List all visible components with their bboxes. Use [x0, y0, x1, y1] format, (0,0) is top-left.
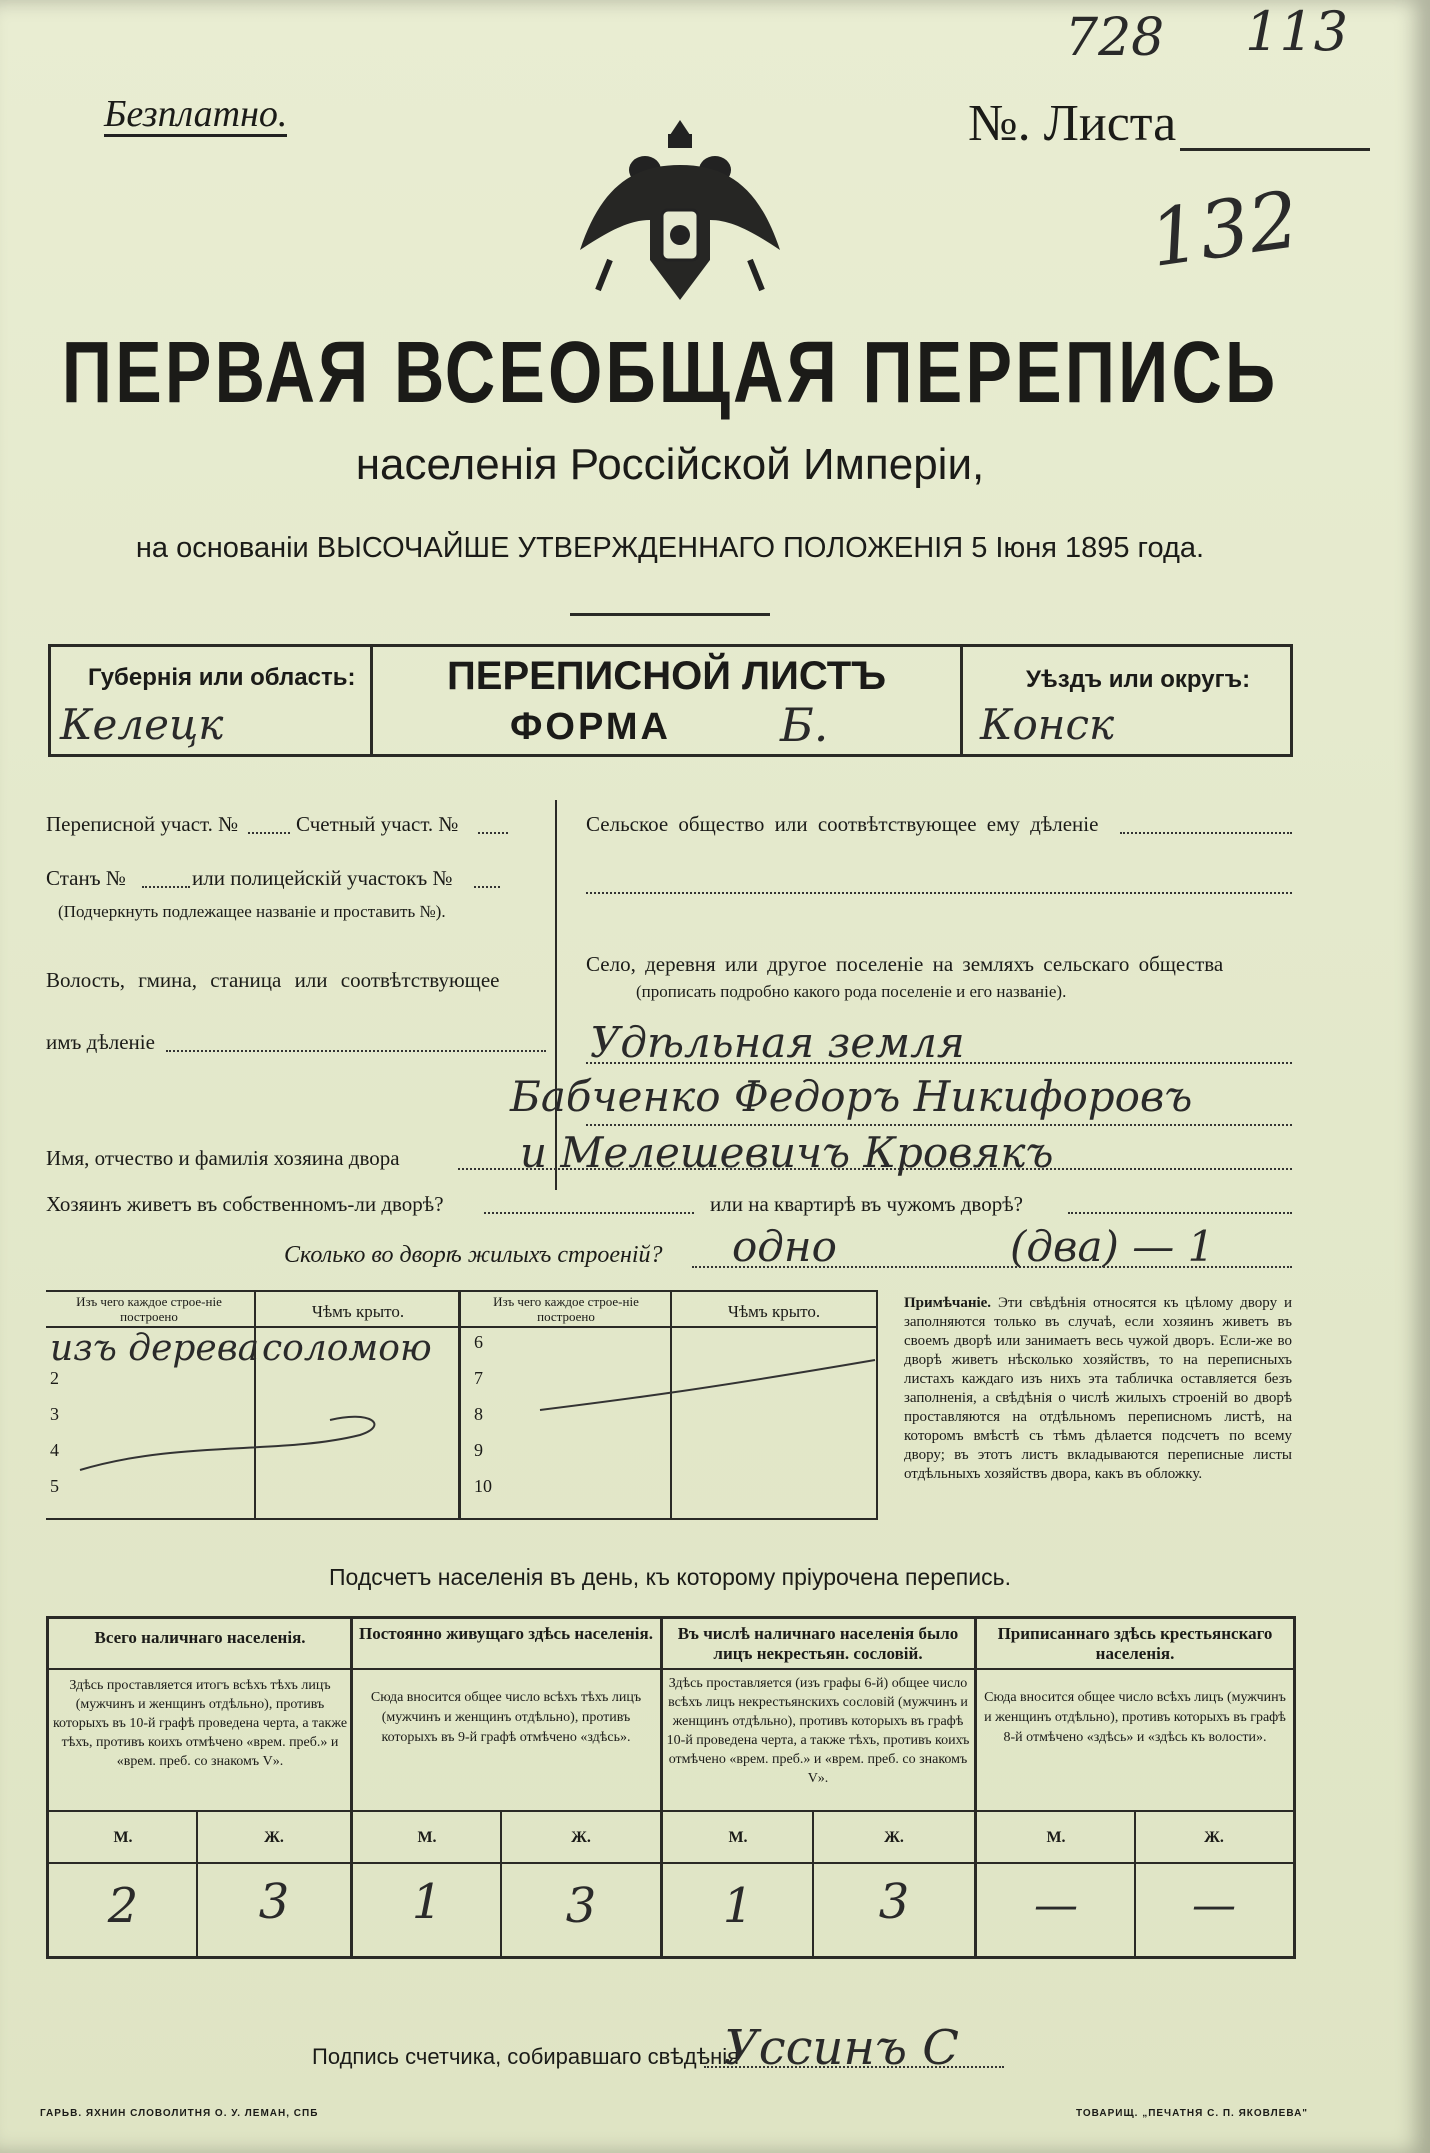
selskoe-dots: [1120, 832, 1292, 834]
count-table-top: [46, 1616, 1296, 1619]
how-many-label: Сколько во дворѣ жилыхъ строеній?: [284, 1242, 663, 1268]
count-col3-zh-value: 3: [878, 1874, 910, 1930]
owner-value-1: Бабченко Федоръ Никифоровъ: [510, 1072, 1193, 1121]
gubernia-value: Келецк: [60, 700, 224, 749]
count-col4-head: Приписаннаго здѣсь крестьянскаго населенія.: [997, 1624, 1273, 1663]
row-num-6: 6: [474, 1332, 483, 1352]
selo-label: Село, деревня или другое поселеніе на земляхъ сельскаго общества: [586, 952, 1224, 976]
count-col2-zh-label: Ж.: [571, 1829, 591, 1846]
subtitle: населенія Россійской Имперіи,: [355, 440, 985, 489]
count-col2-head: Постоянно живущаго здѣсь населенія.: [359, 1624, 653, 1643]
count-col1-zh-label: Ж.: [264, 1829, 284, 1846]
count-col1-zh-value: 3: [258, 1874, 290, 1930]
note-title: Примѣчаніе.: [904, 1295, 992, 1311]
ornament-divider: [570, 613, 770, 616]
count-col1-desc: Здѣсь проставляется итогъ всѣхъ тѣхъ лицъ (мужчинъ и женщинъ отдѣльно), противъ которыхъ въ 10-й графѣ проведена черта, а также тѣхъ, противъ коихъ отмѣчено «врем. преб.» и «врем. преб. со знакомъ V».: [52, 1678, 348, 1769]
how-many-value: одно: [732, 1222, 837, 1271]
count-table-desc-bottom: [46, 1810, 1296, 1812]
row-num-9: 9: [474, 1440, 483, 1460]
gubernia-label: Губернія или область:: [88, 664, 356, 691]
or-apartment-dots: [1068, 1212, 1292, 1214]
count-col3-head: Въ числѣ наличнаго населенія было лицъ некрестьян. сословій.: [677, 1624, 959, 1663]
perepisnoy-label: Переписной участ. №: [46, 812, 239, 836]
volost-label: Волость, гмина, станица или соотвѣтствующее: [46, 968, 500, 992]
count-table-head-bottom: [46, 1668, 1296, 1670]
buildings-col-roof-right: Чѣмъ крыто.: [727, 1302, 821, 1321]
schetny-dots: [478, 832, 508, 834]
row-num-4: 4: [50, 1440, 59, 1460]
owner-dots-1: [586, 1124, 1292, 1126]
police-dots: [474, 886, 500, 888]
uezd-label: Уѣздъ или округъ:: [1026, 666, 1251, 693]
signature-label: Подпись счетчика, собиравшаго свѣдѣнія: [312, 2044, 740, 2069]
selskoe-label: Сельское общество или соотвѣтствующее ему дѣленіе: [586, 812, 1099, 836]
owner-lives-dots: [484, 1212, 694, 1214]
stan-label: Станъ №: [46, 866, 126, 890]
count-col2-m-value: 1: [411, 1874, 443, 1930]
how-many-dots: [692, 1266, 1292, 1268]
row-num-7: 7: [474, 1368, 483, 1388]
buildings-table-top: [46, 1290, 878, 1292]
handwritten-number-113: 113: [1245, 0, 1349, 63]
count-col1-m-label: М.: [113, 1829, 133, 1846]
volost-dots: [166, 1050, 546, 1052]
row-num-3: 3: [50, 1404, 59, 1424]
free-label: Безплатно.: [104, 93, 288, 135]
count-col3-desc: Здѣсь проставляется (изъ графы 6-й) общее число всѣхъ лицъ некрестьянскихъ сословій (мужчинъ и женщинъ отдѣльно), противъ которыхъ въ графѣ 10-й проведена черта, а также тѣхъ, противъ коихъ отмѣчено «врем. преб.» и «врем. преб. со знакомъ V».: [666, 1676, 970, 1786]
basis-line: на основаніи ВЫСОЧАЙШЕ УТВЕРЖДЕННАГО ПОЛОЖЕНІЯ 5 Іюня 1895 года.: [135, 532, 1205, 564]
owner-value-2: и Мелешевичъ Кровякъ: [520, 1128, 1054, 1177]
count-col3-zh-label: Ж.: [884, 1829, 904, 1846]
signature-value: Уссинъ С: [724, 2020, 959, 2076]
row1-material: изъ дерева: [50, 1328, 260, 1369]
count-col2-zh-value: 3: [565, 1878, 597, 1934]
count-col3-m-label: М.: [728, 1829, 748, 1846]
or-apartment-label: или на квартирѣ въ чужомъ дворѣ?: [710, 1192, 1023, 1216]
sheet-number-label: №. Листа: [968, 95, 1177, 152]
underline-note: (Подчеркнуть подлежащее названіе и проставить №).: [58, 902, 446, 921]
forma-label: ФОРМА: [510, 706, 671, 748]
buildings-col-roof-left: Чѣмъ крыто.: [311, 1302, 405, 1321]
row-num-8: 8: [474, 1404, 483, 1424]
count-col1-head: Всего наличнаго населенія.: [94, 1628, 306, 1647]
row-num-10: 10: [474, 1476, 492, 1496]
form-box-right: [1290, 644, 1293, 756]
form-box-left: [48, 644, 51, 756]
buildings-col-material-right: Изъ чего каждое строе-ніе построено: [493, 1294, 639, 1324]
count-col4-zh-label: Ж.: [1204, 1829, 1224, 1846]
count-col1-m-value: 2: [107, 1878, 139, 1934]
row-num-5: 5: [50, 1476, 59, 1496]
uezd-value: Конск: [980, 700, 1115, 749]
form-box-div2: [960, 644, 963, 756]
count-col2-desc: Сюда вносится общее число всѣхъ тѣхъ лицъ (мужчинъ и женщинъ отдѣльно), противъ которыхъ въ 9-й графѣ отмѣчено «здѣсь».: [370, 1690, 642, 1745]
note-text: Эти свѣдѣнія относятся къ цѣлому двору и заполняются только въ случаѣ, если хозяинъ живетъ въ своемъ дворѣ или занимаетъ весь чужой дворъ. Если-же во дворѣ живетъ нѣсколько хозяйствъ, то на переписныхъ листахъ каждаго изъ нихъ эта табличка оставляется безъ заполненія, а свѣдѣнія о числѣ жилыхъ строеній во дворѣ проставляются на отдѣльномъ переписномъ листѣ, на которомъ вмѣстѣ съ тѣмъ дѣлается подсчетъ по всему двору; въ этотъ листъ вкладываются переписные листы отдѣльныхъ хозяйствъ двора, какъ въ обложку.: [904, 1295, 1292, 1482]
printer-right: ТОВАРИЩ. „ПЕЧАТНЯ С. П. ЯКОВЛЕВА": [1076, 2108, 1309, 2119]
printer-left: ГАРЬВ. ЯХНИН СЛОВОЛИТНЯ О. У. ЛЕМАН, СПБ: [40, 2108, 319, 2119]
double-headed-eagle-icon: [570, 110, 790, 310]
count-col2-m-label: М.: [417, 1829, 437, 1846]
forma-value: Б.: [780, 698, 829, 752]
buildings-table-bottom: [46, 1518, 878, 1520]
stan-dots: [142, 886, 190, 888]
row-num-2: 2: [50, 1368, 59, 1388]
handwritten-number-728: 728: [1065, 8, 1165, 68]
list-title: ПЕРЕПИСНОЙ ЛИСТЪ: [447, 654, 886, 698]
count-col4-m-label: М.: [1046, 1829, 1066, 1846]
form-box-bottom: [48, 754, 1293, 757]
volost-label-2: имъ дѣленіе: [46, 1030, 155, 1054]
count-table-mz-bottom: [46, 1862, 1296, 1864]
schetny-label: Счетный участ. №: [296, 812, 459, 836]
form-box-top: [48, 644, 1293, 647]
main-title: ПЕРВАЯ ВСЕОБЩАЯ ПЕРЕПИСЬ: [61, 323, 1279, 421]
selo-note: (прописать подробно какого рода поселеніе и его названіе).: [636, 982, 1067, 1001]
count-col4-desc: Сюда вносится общее число всѣхъ лицъ (мужчинъ и женщинъ отдѣльно), противъ которыхъ въ графѣ 8-й отмѣчено «здѣсь» и «здѣсь къ волости».: [984, 1690, 1286, 1745]
count-title: Подсчетъ населенія въ день, къ которому пріурочена перепись.: [329, 1564, 1011, 1590]
handwritten-number-132: 132: [1144, 175, 1305, 285]
note-block: [904, 1294, 1292, 1484]
selo-dots: [586, 1062, 1292, 1064]
how-many-value-2: (два) — 1: [1010, 1222, 1215, 1271]
sheet-number-underline: [1180, 148, 1370, 151]
count-col4-m-value: —: [1034, 1880, 1078, 1931]
owner-label: Имя, отчество и фамилія хозяина двора: [46, 1146, 400, 1170]
count-col4-zh-value: —: [1192, 1880, 1236, 1931]
owner-dots-2: [458, 1168, 1292, 1170]
buildings-col-material-left: Изъ чего каждое строе-ніе построено: [76, 1294, 222, 1324]
selo-value: Удѣльная земля: [590, 1018, 965, 1067]
owner-lives-label: Хозяинъ живетъ въ собственномъ-ли дворѣ?: [46, 1192, 444, 1216]
crossed-out-stroke: [60, 1340, 880, 1500]
row1-roof: соломою: [262, 1328, 432, 1369]
police-label: или полицейскій участокъ №: [192, 866, 453, 890]
selskoe-dots-2: [586, 892, 1292, 894]
count-col3-m-value: 1: [722, 1878, 754, 1934]
perepisnoy-dots: [248, 832, 290, 834]
count-table-bottom: [46, 1956, 1296, 1959]
